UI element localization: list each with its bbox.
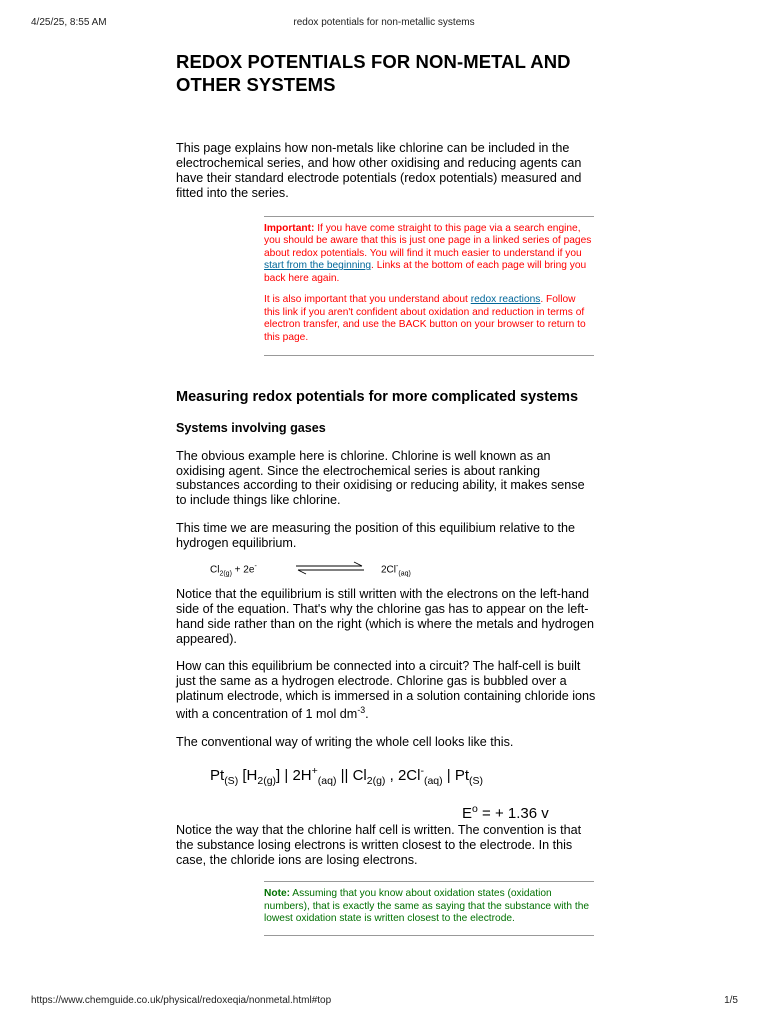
cell-notation — [176, 761, 596, 823]
important-label: Important: — [264, 222, 315, 234]
important-text-3: It is also important that you understand about — [264, 294, 471, 306]
print-page-title: redox potentials for non-metallic systems — [293, 17, 475, 28]
cell-diagram-line: $Pt_{(S)}$ $[H_{2(g)}]$ | $2H^+_{(aq)}$ || $Cl_{2(g)}$ , $2Cl^-_{(aq)}$ | $Pt_{(S)}$ — [210, 765, 484, 788]
standard-potential: $E^o$ = + 1.36 v — [462, 803, 549, 823]
note-label: Note: — [264, 888, 291, 900]
note-text: Assuming that you know about oxidation states (oxidation numbers), that is exactly the same as saying that the substance with the lowest oxidation state is written closest to the electrode. — [264, 888, 590, 925]
chlorine-equilibrium-equation — [176, 557, 596, 587]
important-text-2: . Links at the bottom of each page will bring you back here again. — [264, 260, 587, 284]
paragraph-chlorine: The obvious example here is chlorine. Chlorine is well known as an oxidising agent. Since the electrochemical series is about ranking substances according to their oxidising or reducing ability, it makes sense to include things like chlorine. — [176, 448, 585, 508]
note-paragraph — [264, 888, 594, 926]
start-from-beginning-link[interactable]: start from the beginning — [264, 260, 372, 272]
print-datetime: 4/25/25, 8:55 AM — [31, 17, 107, 28]
intro-paragraph: This page explains how non-metals like chlorine can be included in the electrochemical series, and how other oxidising and reducing agents can have their standard electrode potentials (redox potentials) measured and fitted into the series. — [176, 141, 582, 200]
equation-right-side: $2Cl^-_{(aq)}$ — [381, 563, 411, 578]
paragraph-circuit: How can this equilibrium be connected into a circuit? The half-cell is built just the same as a hydrogen electrode. Chlorine gas is bubbled over a platinum electrode, which is immersed in a solution containing chloride ions with a concentration of 1 mol $dm^{-3}$. — [176, 658, 596, 722]
paragraph-conventional: The conventional way of writing the whole cell looks like this. — [176, 734, 514, 749]
redox-reactions-link[interactable]: redox reactions — [470, 294, 541, 306]
note-box — [264, 881, 594, 936]
article — [176, 50, 596, 936]
important-text-4: . Follow this link if you aren't confident about oxidation and reduction in terms of electron transfer, and use the BACK button on your browser to return to this page. — [264, 294, 586, 343]
section-heading: Measuring redox potentials for more complicated systems — [176, 389, 579, 406]
important-box — [264, 216, 594, 357]
print-url: https://www.chemguide.co.uk/physical/redoxeqia/nonmetal.html#top — [31, 995, 332, 1006]
equation-left-side: $Cl_{2(g)} + 2e^-$ — [210, 563, 257, 578]
important-text-1: If you have come straight to this page via a search engine, you should be aware that this is just one page in a linked series of pages about redox potentials. You will find it much easier to understand if you — [264, 222, 592, 259]
paragraph-equilibrium: This time we are measuring the position of this equilibium relative to the hydrogen equilibrium. — [176, 521, 575, 551]
important-paragraph — [264, 223, 594, 286]
print-page-number: 1/5 — [724, 995, 738, 1006]
equilibrium-arrow-icon — [294, 560, 366, 576]
paragraph-electrons: Notice that the equilibrium is still written with the electrons on the left-hand side of the equation. That's why the chlorine gas has to appear on the left-hand side rather than on the right (which is where the metals and hydrogen appeared). — [176, 587, 594, 646]
section-subheading: Systems involving gases — [176, 420, 326, 435]
redox-reactions-paragraph — [264, 294, 594, 344]
page-title: REDOX POTENTIALS FOR NON-METAL AND OTHER SYSTEMS — [176, 51, 571, 95]
paragraph-convention: Notice the way that the chlorine half cell is written. The convention is that the substance losing electrons is written closest to the electrode. In this case, the chloride ions are losing electrons. — [176, 823, 582, 868]
